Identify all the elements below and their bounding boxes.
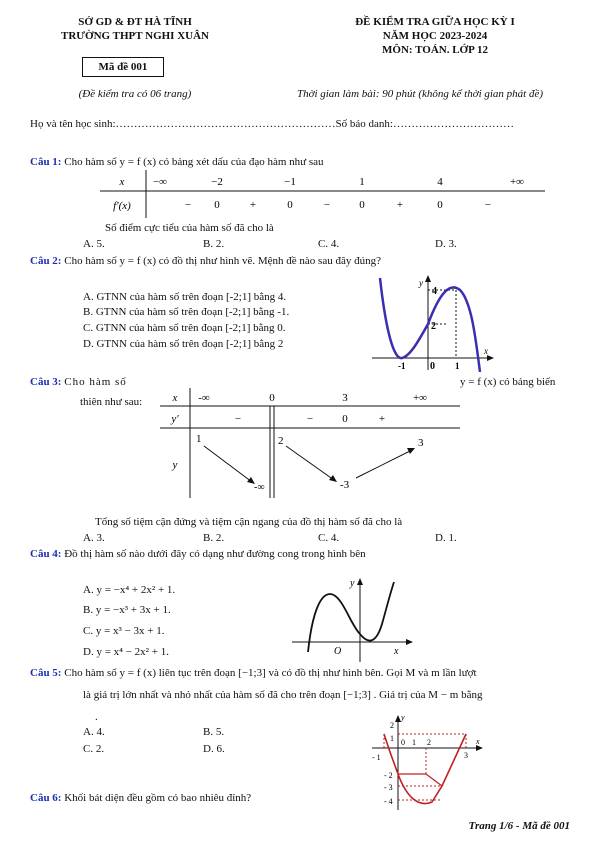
option-c[interactable]: C. 4. bbox=[318, 238, 340, 250]
question-1-prompt: Số điểm cực tiểu của hàm số đã cho là bbox=[105, 222, 274, 234]
x-label: x bbox=[172, 392, 178, 404]
exam-code-box: Mã đề 001 bbox=[82, 57, 164, 77]
x-value: 3 bbox=[342, 392, 348, 404]
sign: 0 bbox=[437, 199, 443, 211]
question-5-dot: . bbox=[95, 711, 98, 723]
question-text: Đồ thị hàm số nào dưới đây có dạng như đường cong trong hình bên bbox=[64, 548, 366, 560]
x-label: x bbox=[119, 176, 125, 188]
origin-label: O bbox=[334, 646, 342, 657]
option-b[interactable]: B. 2. bbox=[203, 238, 225, 250]
question-5 bbox=[30, 666, 575, 680]
question-3-prompt: Tổng số tiệm cận đứng và tiệm cận ngang của đồ thị hàm số đã cho là bbox=[95, 516, 403, 528]
tick-label: 1 bbox=[412, 738, 416, 747]
x-value: 1 bbox=[359, 176, 365, 188]
option-b[interactable]: B. 5. bbox=[203, 726, 225, 738]
tick-label: 0 bbox=[430, 361, 435, 372]
x-value: +∞ bbox=[509, 176, 525, 188]
option-b[interactable]: B. 2. bbox=[203, 532, 225, 544]
school-name: TRƯỜNG THPT NGHI XUÂN bbox=[60, 30, 209, 42]
y-axis-label: y bbox=[350, 578, 355, 589]
question-6 bbox=[30, 791, 570, 805]
y-value: 1 bbox=[196, 433, 202, 445]
question-text: Cho hàm số y = f (x) liên tục trên đoạn [−1;3] và có đồ thị như hình bên. Gọi M và m lần lượt bbox=[64, 667, 477, 679]
y-label: y bbox=[172, 459, 178, 471]
option-d[interactable]: D. 1. bbox=[435, 532, 457, 544]
x-value: +∞ bbox=[412, 392, 428, 404]
sign: + bbox=[378, 413, 386, 425]
time-note: Thời gian làm bài: 90 phút (không kể thời gian phát đề) bbox=[296, 88, 544, 100]
department-name: SỞ GD & ĐT HÀ TĨNH bbox=[78, 16, 192, 28]
question-text: Cho hàm số y = f (x) có đồ thị như hình vẽ. Mệnh đề nào sau đây đúng? bbox=[64, 255, 381, 267]
x-axis-label: x bbox=[484, 346, 488, 356]
y-value: 2 bbox=[278, 435, 284, 447]
fprime-label: f′(x) bbox=[113, 200, 131, 212]
question-5-text-line2: là giá trị lớn nhất và nhỏ nhất của hàm số đã cho trên đoạn [−1;3] . Giá trị của M − m bằng bbox=[83, 689, 483, 701]
tick-label: 1 bbox=[455, 361, 460, 371]
graph-q4 bbox=[290, 574, 415, 664]
tick-label: 2 bbox=[427, 738, 431, 747]
pages-note: (Đề kiểm tra có 06 trang) bbox=[78, 88, 192, 100]
question-label: Câu 4: bbox=[30, 548, 62, 560]
sign: 0 bbox=[287, 199, 293, 211]
option-a[interactable]: A. GTNN của hàm số trên đoạn [-2;1] bằng 4. bbox=[83, 291, 287, 303]
x-value: −1 bbox=[284, 176, 296, 188]
tick-label: - 3 bbox=[384, 783, 393, 792]
option-c[interactable]: C. y = x³ − 3x + 1. bbox=[83, 625, 165, 637]
question-label: Câu 2: bbox=[30, 255, 62, 267]
option-d[interactable]: D. 3. bbox=[435, 238, 457, 250]
question-text: Khối bát diện đều gồm có bao nhiêu đỉnh? bbox=[64, 792, 252, 804]
option-d[interactable]: D. y = x⁴ − 2x² + 1. bbox=[83, 646, 169, 658]
x-axis-label: x bbox=[394, 646, 399, 657]
graph-q2 bbox=[370, 272, 495, 372]
option-c[interactable]: C. 4. bbox=[318, 532, 340, 544]
tick-label: 2 bbox=[390, 721, 394, 730]
question-3-text-line2: thiên như sau: bbox=[80, 396, 143, 408]
sign: − bbox=[306, 413, 314, 425]
y-axis-label: y bbox=[401, 713, 405, 722]
x-value: 0 bbox=[269, 392, 275, 404]
page-footer: Trang 1/6 - Mã đề 001 bbox=[468, 820, 570, 832]
option-a[interactable]: A. y = −x⁴ + 2x² + 1. bbox=[83, 584, 176, 596]
question-label: Câu 3: bbox=[30, 376, 62, 388]
y-value: -3 bbox=[340, 479, 350, 491]
question-text: Cho hàm số bbox=[64, 376, 127, 388]
sign: 0 bbox=[359, 199, 365, 211]
question-text: Cho hàm số y = f (x) có bảng xét dấu của đạo hàm như sau bbox=[64, 156, 324, 168]
option-b[interactable]: B. GTNN của hàm số trên đoạn [-2;1] bằng -1. bbox=[83, 306, 290, 318]
tick-label: - 4 bbox=[384, 797, 393, 806]
sign-table-q1 bbox=[100, 170, 545, 218]
sign: − bbox=[234, 413, 242, 425]
tick-label: 1 bbox=[390, 734, 394, 743]
question-4 bbox=[30, 547, 570, 561]
question-1 bbox=[30, 155, 570, 169]
sign: − bbox=[484, 199, 492, 211]
tick-label: 0 bbox=[401, 738, 405, 747]
tick-label: 3 bbox=[464, 751, 468, 760]
option-c[interactable]: C. 2. bbox=[83, 743, 105, 755]
x-value: -∞ bbox=[198, 392, 210, 404]
option-d[interactable]: D. 6. bbox=[203, 743, 225, 755]
option-c[interactable]: C. GTNN của hàm số trên đoạn [-2;1] bằng 0. bbox=[83, 322, 286, 334]
sign: 0 bbox=[214, 199, 220, 211]
subject: MÔN: TOÁN. LỚP 12 bbox=[382, 44, 488, 56]
option-a[interactable]: A. 5. bbox=[83, 238, 105, 250]
exam-title: ĐỀ KIỂM TRA GIỮA HỌC KỲ I bbox=[355, 16, 515, 28]
option-a[interactable]: A. 3. bbox=[83, 532, 105, 544]
y-value: -∞ bbox=[254, 482, 265, 493]
x-value: −2 bbox=[211, 176, 223, 188]
question-label: Câu 1: bbox=[30, 156, 62, 168]
tick-label: 4 bbox=[432, 286, 437, 297]
sign: − bbox=[323, 199, 331, 211]
sign: + bbox=[249, 199, 257, 211]
y-axis-label: y bbox=[419, 278, 423, 288]
question-3-text-right: y = f (x) có bảng biến bbox=[460, 376, 556, 388]
y-value: 3 bbox=[418, 437, 424, 449]
x-value: 4 bbox=[437, 176, 443, 188]
tick-label: - 1 bbox=[372, 753, 381, 762]
sign: + bbox=[396, 199, 404, 211]
question-label: Câu 5: bbox=[30, 667, 62, 679]
tick-label: -1 bbox=[398, 361, 406, 371]
x-axis-label: x bbox=[476, 737, 480, 746]
school-year: NĂM HỌC 2023-2024 bbox=[382, 30, 488, 42]
yprime-label: y′ bbox=[171, 413, 179, 425]
sign: 0 bbox=[342, 413, 348, 425]
option-b[interactable]: B. y = −x³ + 3x + 1. bbox=[83, 604, 171, 616]
sign: − bbox=[184, 199, 192, 211]
student-info-line: Họ và tên học sinh:……………………………………………………Số báo danh:…………………………… bbox=[30, 118, 514, 130]
tick-label: 2 bbox=[431, 321, 436, 332]
tick-label: - 2 bbox=[384, 771, 393, 780]
option-a[interactable]: A. 4. bbox=[83, 726, 105, 738]
variation-table-q3 bbox=[160, 388, 460, 498]
question-3 bbox=[30, 375, 127, 389]
question-label: Câu 6: bbox=[30, 792, 62, 804]
question-2 bbox=[30, 254, 570, 268]
x-value: −∞ bbox=[152, 176, 168, 188]
option-d[interactable]: D. GTNN của hàm số trên đoạn [-2;1] bằng 2 bbox=[83, 338, 284, 350]
